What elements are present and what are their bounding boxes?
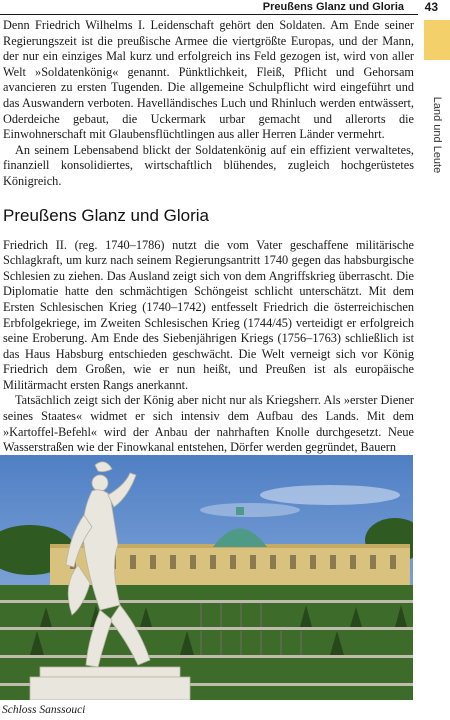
chapter-side-label-text: Land und Leute bbox=[431, 96, 443, 174]
running-head bbox=[0, 0, 450, 14]
cloud bbox=[200, 503, 300, 517]
section-paragraph-2: Tatsächlich zeigt sich der König aber nicht nur als Kriegsherr. Als »erster Diener seines Staates« widmet er sich intensiv dem Aufbau des Lands. Mit dem »Kartoffel-Befehl« wird der Anbau der nahrhaften Knolle durchgesetzt. Neue Wasserstraßen wie der Finowkanal entstehen, Dörfer werden gegründet, Bauern bbox=[3, 393, 414, 455]
section-paragraph-1: Friedrich II. (reg. 1740–1786) nutzt die vom Vater geschaffene militärische Schlagkraft, um kurz nach seinem Regierungsantritt 1740 gegen das habsburgische Schlesien zu ziehen. Das Ausland zeigt sich von dem Angriffskrieg überrascht. Die Diplomatie hatte den schmächtigen Schöngeist schlicht unterschätzt. Mit dem Ersten Schlesischen Krieg (1740–1742) entfesselt Friedrich die österreichischen Erbfolgekriege, im Zweiten Schlesischen Krieg (1744/45) verteidigt er erfolgreich seine Eroberung. Am Ende des Siebenjährigen Kriegs (1756–1763) schließlich ist das Haus Habsburg entschieden geschwächt. Die Welt verneigt sich vor König Friedrich dem Großen, wie er nun heißt, und Preußen ist als europäische Militärmacht ersten Rangs anerkannt. bbox=[3, 237, 414, 392]
intro-paragraph-2: An seinem Lebensabend blickt der Soldatenkönig auf ein effizient verwaltetes, finanziell konsolidiertes, wirtschaftlich blühendes, zugleich hochgerüstetes Königreich. bbox=[3, 142, 414, 188]
chapter-side-label bbox=[427, 80, 447, 190]
chapter-tab-marker bbox=[424, 20, 450, 60]
cloud bbox=[260, 485, 400, 505]
photo-caption: Schloss Sanssouci bbox=[2, 704, 86, 716]
sanssouci-illustration bbox=[0, 455, 413, 700]
sanssouci-photo bbox=[0, 455, 413, 700]
intro-paragraph-1: Denn Friedrich Wilhelms I. Leidenschaft gehört den Soldaten. Am Ende seiner Regierungszeit ist die preußische Armee die viertgrößte Europas, und der Mann, der nur ein einziges Mal kurz und erfolgreich ins Feld gezogen ist, wird von aller Welt »Soldatenkönig« genannt. Pünktlichkeit, Fleiß, Pflicht und Gehorsam avancieren zu ersten Tugenden. Die allgemeine Schulpflicht wird eingeführt und das Auswandern verboten. Havelländisches Luch und Rhinluch werden entwässert, Oderdeiche gebaut, die Uckermark urbar gemacht und allerorts die Einwohnerschaft mit Glaubensflüchtlingen aus aller Herren Länder vermehrt. bbox=[3, 18, 414, 142]
page-text bbox=[3, 18, 414, 456]
section-heading: Preußens Glanz und Gloria bbox=[3, 205, 209, 225]
header-rule bbox=[0, 14, 418, 15]
page-number: 43 bbox=[424, 0, 438, 14]
running-head-title: Preußens Glanz und Gloria bbox=[262, 1, 404, 13]
